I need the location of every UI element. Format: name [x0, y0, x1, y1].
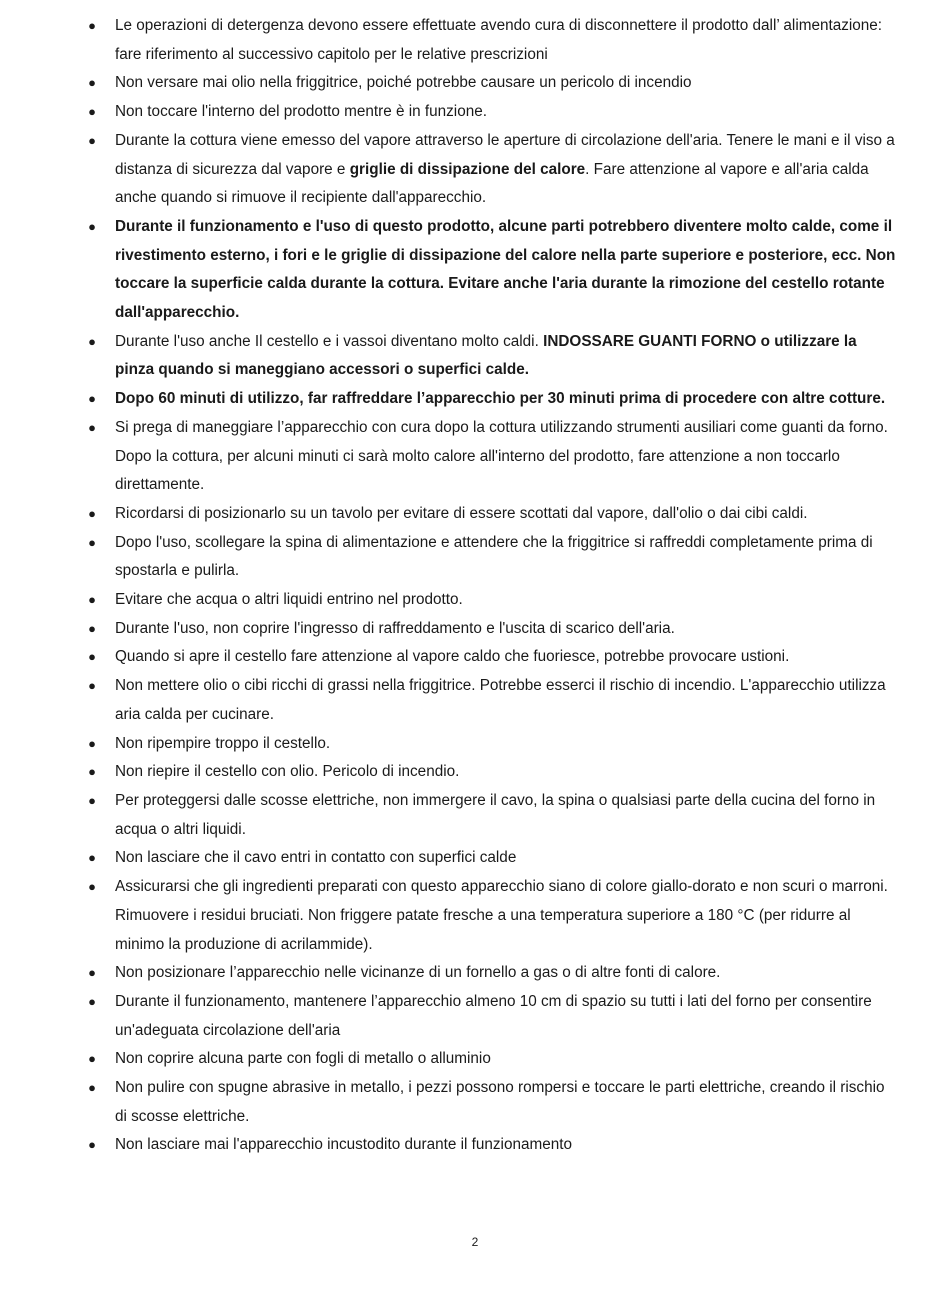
bullet-icon: ● [88, 218, 96, 234]
list-item-text: Non lasciare che il cavo entri in contatto con superfici calde [115, 849, 517, 867]
list-item-text: griglie di dissipazione del calore [349, 160, 586, 178]
bullet-icon: ● [88, 75, 96, 91]
list-item-text: Non versare mai olio nella friggitrice, poiché potrebbe causare un pericolo di incendio [115, 74, 692, 92]
page-number: 2 [471, 1235, 479, 1249]
list-item-text: Dopo l'uso, scollegare la spina di alimentazione e attendere che la friggitrice si raffreddi completamente prima di spostarla e pulirla. [115, 533, 873, 580]
list-item-text: Dopo 60 minuti di utilizzo, far raffreddare l’apparecchio per 30 minuti prima di procedere con altre cotture. [115, 390, 886, 408]
list-item [86, 844, 898, 873]
list-item-text: Si prega di maneggiare l’apparecchio con cura dopo la cottura utilizzando strumenti ausiliari come guanti da forno. Dopo la cottura, per alcuni minuti ci sarà molto calore all'interno del prodotto, fare attenzione a non toccarlo direttamente. [115, 418, 888, 494]
list-item [86, 1131, 898, 1160]
list-item [86, 758, 898, 787]
bullet-icon: ● [88, 505, 96, 521]
list-item [86, 69, 898, 98]
list-item-text: Assicurarsi che gli ingredienti preparati con questo apparecchio siano di colore giallo-dorato e non scuri o marroni. Rimuovere i residui bruciati. Non friggere patate fresche a una temperatura superiore a 180 °C (per ridurre al minimo la produzione di acrilammide). [115, 878, 888, 953]
list-item-text: Non riepire il cestello con olio. Pericolo di incendio. [115, 763, 460, 781]
bullet-icon: ● [88, 1137, 96, 1153]
bullet-icon: ● [88, 333, 96, 349]
bullet-icon: ● [88, 1051, 96, 1067]
list-item-text: Ricordarsi di posizionarlo su un tavolo per evitare di essere scottati dal vapore, dall'olio o dai cibi caldi. [115, 504, 808, 522]
bullet-icon: ● [88, 850, 96, 866]
bullet-icon: ● [88, 879, 96, 895]
bullet-icon: ● [88, 678, 96, 694]
bullet-icon: ● [88, 764, 96, 780]
list-item-text: Durante il funzionamento e l'uso di questo prodotto, alcune parti potrebbero diventere molto calde, come il rivestimento esterno, i fori e le griglie di dissipazione del calore nella parte superiore e posteriore, ecc. Non toccare la superficie calda durante la cottura. Evitare anche l'aria durante la rimozione del cestello rotante dall'apparecchio. [115, 217, 896, 322]
list-item-text: Non posizionare l’apparecchio nelle vicinanze di un fornello a gas o di altre fonti di calore. [115, 964, 721, 982]
list-item-text: Evitare che acqua o altri liquidi entrino nel prodotto. [115, 591, 463, 609]
list-item [86, 787, 898, 844]
list-item [86, 615, 898, 644]
list-item [86, 643, 898, 672]
list-item [86, 988, 898, 1045]
bullet-icon: ● [88, 993, 96, 1009]
list-item-text: Non toccare l'interno del prodotto mentre è in funzione. [115, 103, 487, 121]
list-item [86, 959, 898, 988]
list-item [86, 98, 898, 127]
bullet-icon: ● [88, 592, 96, 608]
list-item [86, 1074, 898, 1131]
list-item-text: Non coprire alcuna parte con fogli di metallo o alluminio [115, 1050, 491, 1068]
bullet-icon: ● [88, 534, 96, 550]
list-item-text: Non pulire con spugne abrasive in metallo, i pezzi possono rompersi e toccare le parti elettriche, creando il rischio di scosse elettriche. [115, 1079, 885, 1125]
list-item [86, 414, 898, 500]
bullet-icon: ● [88, 620, 96, 636]
list-item-text: Per proteggersi dalle scosse elettriche, non immergere il cavo, la spina o qualsiasi parte della cucina del forno in acqua o altri liquidi. [115, 791, 876, 838]
bullet-icon: ● [88, 649, 96, 665]
list-item [86, 385, 898, 414]
list-item [86, 873, 898, 959]
list-item-text: . Fare attenzione al vapore e all'aria calda anche quando si rimuove il recipiente dall'apparecchio. [115, 160, 869, 207]
list-item-text: Non mettere olio o cibi ricchi di grassi nella friggitrice. Potrebbe esserci il rischio di incendio. L'apparecchio utilizza aria calda per cucinare. [115, 677, 886, 723]
bullet-icon: ● [88, 735, 96, 751]
bullet-icon: ● [88, 1080, 96, 1096]
list-item [86, 672, 898, 729]
list-item-text: Non ripempire troppo il cestello. [115, 734, 331, 752]
list-item-text: Durante il funzionamento, mantenere l’apparecchio almeno 10 cm di spazio su tutti i lati del forno per consentire un'adeguata circolazione dell'aria [115, 992, 872, 1039]
bullet-icon: ● [88, 104, 96, 120]
list-item-text: Durante l'uso, non coprire l'ingresso di raffreddamento e l'uscita di scarico dell'aria. [115, 619, 675, 637]
list-item-text: Durante l'uso anche Il cestello e i vassoi diventano molto caldi. [115, 332, 544, 350]
bullet-icon: ● [88, 965, 96, 981]
list-item [86, 500, 898, 529]
list-item-text: INDOSSARE GUANTI FORNO o utilizzare la pinza quando si maneggiano accessori o superfici calde. [115, 332, 857, 379]
list-item [86, 127, 898, 213]
list-item-text: Quando si apre il cestello fare attenzione al vapore caldo che fuoriesce, potrebbe provocare ustioni. [115, 648, 790, 666]
bullet-icon: ● [88, 18, 96, 33]
list-item-text: Non lasciare mai l'apparecchio incustodito durante il funzionamento [115, 1136, 572, 1154]
list-item [86, 213, 898, 328]
bullet-icon: ● [88, 132, 96, 148]
bullet-icon: ● [88, 792, 96, 808]
bullet-icon: ● [88, 419, 96, 435]
list-item [86, 12, 898, 69]
list-item-text: Durante la cottura viene emesso del vapore attraverso le aperture di circolazione dell'aria. Tenere le mani e il viso a distanza di sicurezza dal vapore e [115, 131, 895, 178]
list-item [86, 586, 898, 615]
list-item-text: Le operazioni di detergenza devono essere effettuate avendo cura di disconnettere il prodotto dall’ alimentazione: fare riferimento al successivo capitolo per le relative prescrizioni [115, 17, 883, 63]
bullet-icon: ● [88, 391, 96, 407]
list-item [86, 730, 898, 759]
safety-instructions-list [86, 12, 898, 1160]
list-item [86, 529, 898, 586]
list-item [86, 1045, 898, 1074]
list-item [86, 328, 898, 385]
